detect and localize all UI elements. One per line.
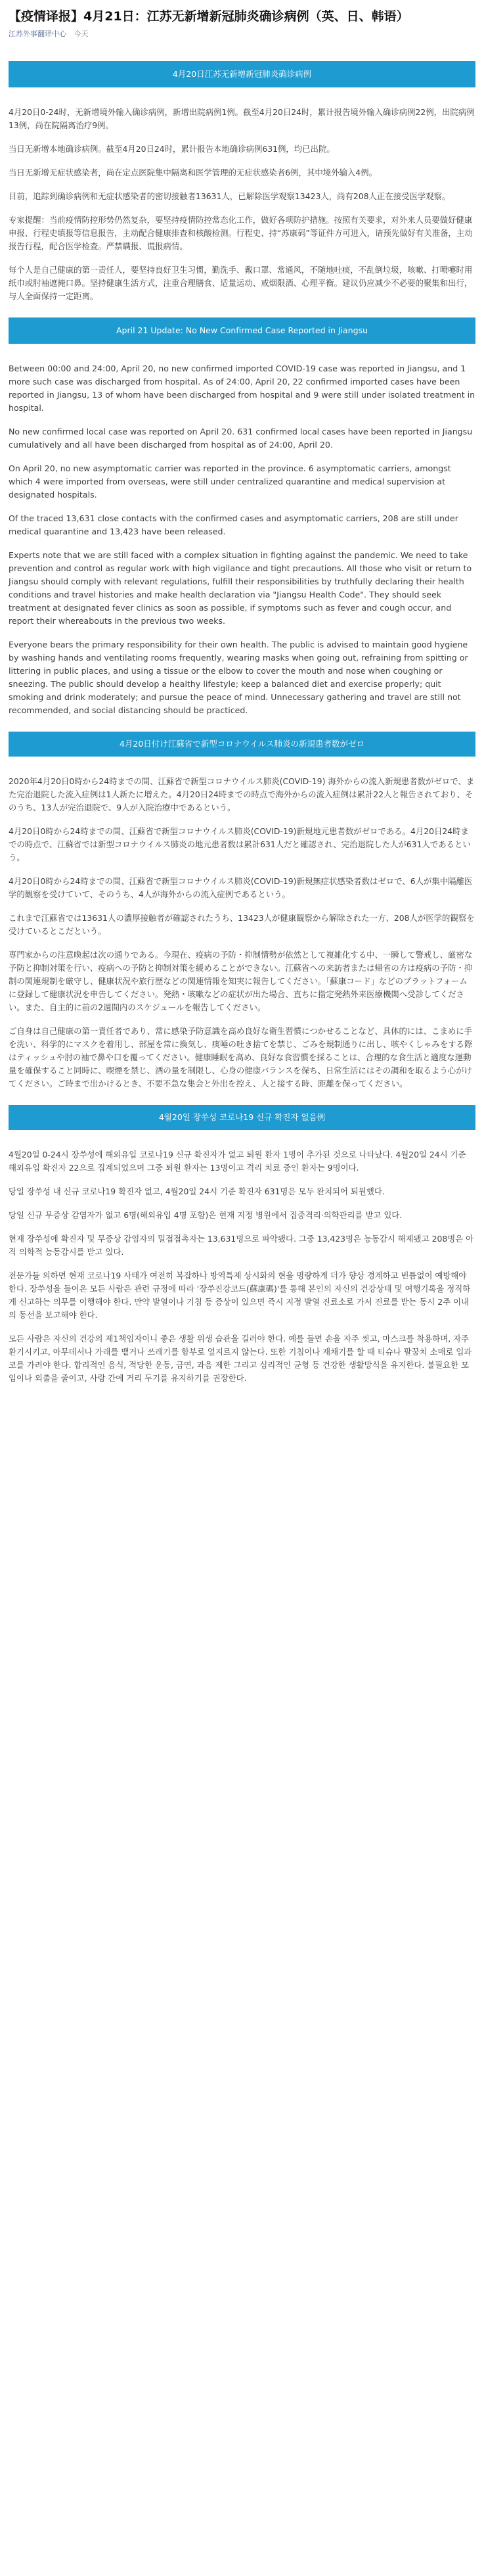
section-english: [9, 317, 475, 717]
paragraph: 当日无新增无症状感染者，尚在定点医院集中隔离和医学管理的无症状感染者6例，其中境外输入4例。: [9, 168, 377, 177]
section-japanese: [9, 732, 475, 1090]
paragraph: 전문가들 의하면 현재 코로나19 사태가 여전히 복잡하나 방역특제 상시화의 현을 명량하게 더가 향상 경계하고 빈틈없이 예방해야 한다. 장쑤성을 들어온 모든 사람은 관련 규정에 따라 '장쑤진강코드(蘇康碼)'를 통해 본인의 자신의 건강상태 및 여행기록을 정직하게 신고하는 의무를 이행해야 한다. 만약 발열이나 기침 등 증상이 있으면 즉시 지정 발열 진료소로 가서 진료를 받는 동시 2주 이내의 동선을 보고해야 한다.: [9, 1271, 471, 1320]
paragraph: Between 00:00 and 24:00, April 20, no new confirmed imported COVID-19 case was reported in Jiangsu, and 1 more such case was discharged from hospital. As of 24:00, April 20, 22 confirmed imported cases have been reported in Jiangsu, 13 of whom have been discharged from hospital and 9 were still under isolated treatment in hospital.: [9, 363, 475, 413]
paragraph: 4月20日0時から24時までの間、江蘇省で新型コロナウイルス肺炎(COVID-19)新規無症状感染者数はゼロで、6人が集中隔離医学的観察を受けていて、そのうち、4人が海外からの流入症例であるという。: [9, 876, 473, 899]
paragraph: ご自身は自己健康の第一責任者であり、常に感染予防意識を高め良好な衛生習慣につかせることなど、具体的には、こまめに手を洗い、科学的にマスクを着用し、部屋を常に換気し、痰唾の吐き捨てを禁じ、ごみを規制通りに出し、咳やくしゃみをする際はティッシュや肘の袖で鼻や口を覆ってください。健康睡眠を高め、良好な食習慣を採ることは、合理的な食生活と適度な運動量を確保すること同時に、喫煙を禁じ、酒の量を制限し、心身の健康バランスを保ち、日常生活にはその調和を取るよう心がけてください。ご時まで出かけるとき、不要不急な集会と外出を控え、人と接する時、距離を保ってください。: [9, 1026, 473, 1089]
paragraph: 4月20日0時から24時までの間、江蘇省で新型コロナウイルス肺炎(COVID-19)新規地元患者数がゼロである。4月20日24時までの時点で、江蘇省では新型コロナウイルス肺炎の地元患者数は累計631人だと確認され、完治退院した人が631人であるという。: [9, 826, 471, 862]
section-banner-ko: 4월20일 장쑤성 코로나19 신규 확진자 없음例: [9, 1105, 475, 1130]
author-link[interactable]: 江苏外事翻译中心: [9, 30, 66, 38]
paragraph: Of the traced 13,631 close contacts with the confirmed cases and asymptomatic carriers, 208 are still under medical quarantine and 13,423 have been released.: [9, 513, 458, 536]
publish-time: 今天: [74, 30, 89, 38]
paragraph: No new confirmed local case was reported on April 20. 631 confirmed local cases have been reported in Jiangsu cumulatively and all have been discharged from hospital as of 24:00, April 20.: [9, 427, 473, 450]
paragraph: これまで江蘇省では13631人の濃厚接触者が確認されたうち、13423人が健康観察から解除された一方、208人が医学的観察を受けているとこだという。: [9, 913, 475, 936]
article-meta: [9, 28, 475, 39]
section-chinese: [9, 61, 475, 303]
section-korean: [9, 1105, 475, 1385]
paragraph: 当日无新增本地确诊病例。截至4月20日24时，累计报告本地确诊病例631例，均已出院。: [9, 144, 335, 154]
paragraph: 専門家からの注意喚起は次の通りである。今現在、疫病の予防・抑制情勢が依然として複雑化する中、一瞬して警戒し、厳密な予防と抑制対策を行い、疫病への予防と抑制対策を緩めることができない。江蘇省への来訪者または帰省の方は疫病の予防・抑制の関連規制を厳守し、健康状況や旅行歴などの関連情報を知実に報告してください。「蘇康コード」などのプラットフォームに登録して健康状況を申告してください。発熱・咳嗽などの症状が出た場合、直ちに指定発熱外来医療機関へ受診してください。また、自主的に前の2週間内のスケジュールを報告してください。: [9, 950, 473, 1012]
paragraph: 专家提醒：当前疫情防控形势仍然复杂，要坚持疫情防控常态化工作，做好各项防护措施。按照有关要求，对外来人员要做好健康申报、行程史填报等信息报告，主动配合健康排查和核酸检测。行程史、持“苏康码”等证件方可进入，请预先做好有关准备，主动报告行程，配合医学检查。严禁瞒报、谎报病情。: [9, 215, 473, 251]
paragraph: 4월20일 0-24시 장쑤성에 해외유입 코로나19 신규 확진자가 없고 퇴원 환자 1명이 추가된 것으로 나타났다. 4월20일 24시 기준 해외유입 확진자 22으로 집계되었으며 그중 퇴원 환자는 13명이고 격리 치료 중인 환자는 9명이다.: [9, 1150, 466, 1173]
section-banner-ja: 4月20日付け江蘇省で新型コロナウイルス肺炎の新規患者数がゼロ: [9, 732, 475, 757]
paragraph: 2020年4月20日0時から24時までの間、江蘇省で新型コロナウイルス肺炎(COVID-19) 海外からの流入新規患者数がゼロで、また完治退院した流入症例は1人新たに増えた。4月20日24時までの時点で海外からの流入症例は累計22人と報告されており、そのうち、13人が完治退院で、9人が入院治療中であるという。: [9, 776, 475, 812]
article-title: 【疫情译报】4月21日：江苏无新增新冠肺炎确诊病例（英、日、韩语）: [9, 9, 409, 24]
paragraph: 目前，追踪到确诊病例和无症状感染者的密切接触者13631人，已解除医学观察13423人，尚有208人正在接受医学观察。: [9, 191, 451, 201]
paragraph: Experts note that we are still faced with a complex situation in fighting against the pandemic. We need to take prevention and control as regular work with high vigilance and tight precautions. All those who visit or return to Jiangsu should comply with relevant regulations, fulfill their responsibilities by truthfully declaring their health conditions and travel histories and make health declaration via "Jiangsu Health Code". They should seek treatment at designated fever clinics as soon as possible, if symptoms such as fever and cough occur, and report their whereabouts in the previous two weeks.: [9, 550, 472, 626]
paragraph: Everyone bears the primary responsibility for their own health. The public is advised to maintain good hygiene by washing hands and ventilating rooms frequently, wearing masks when going out, refraining from spitting or littering in public places, and using a tissue or the elbow to cover the mouth and nose when coughing or sneezing. The public should develop a healthy lifestyle; keep a balanced diet and exercise properly; quit smoking and drink moderately; and pursue the peace of mind. Unnecessary gathering and travel are still not recommended, and social distancing should be practiced.: [9, 640, 468, 715]
paragraph: On April 20, no new asymptomatic carrier was reported in the province. 6 asymptomatic carriers, amongst which 4 were imported from overseas, were still under centralized quarantine and medical supervision at designated hospitals.: [9, 463, 451, 500]
paragraph: 현재 장쑤성에 확진자 및 무증상 감염자의 밀접접촉자는 13,631명으로 파악됐다. 그중 13,423명은 능동감시 해제됐고 208명은 아직 의학적 능동감시를 받고 있다.: [9, 1234, 474, 1257]
paragraph: 每个人是自己健康的第一责任人，要坚持良好卫生习惯，勤洗手、戴口罩、常通风，不随地吐痰，不乱倒垃圾，咳嗽、打喷嚏时用纸巾或肘袖遮掩口鼻。坚持健康生活方式，注重合理膳食、适量运动、戒烟限酒、心理平衡。建议仍应减少不必要的聚集和出行，与人全面保持一定距离。: [9, 265, 473, 301]
paragraph: 모든 사람은 자신의 건강의 제1책임자이니 좋은 생활 위생 습관을 길러야 한다. 예를 들면 손을 자주 씻고, 마스크를 착용하며, 자주 환기시키고, 아무데서나 가래를 뱉거나 쓰레기를 함부로 엎지르지 않는다. 또한 기침이나 재채기를 할 때 티슈나 팔꿈치 소매로 입과 코를 가려야 한다. 합리적인 음식, 적당한 운동, 금연, 과음 제한 그리고 심리적인 균형 등 건강한 생활방식을 유지한다. 불필요한 모임이나 외출을 줄이고, 사람 간에 거리 두기를 유지하기를 권장한다.: [9, 1334, 472, 1383]
section-banner-en: April 21 Update: No New Confirmed Case Reported in Jiangsu: [9, 317, 475, 344]
paragraph: 당일 신규 무증상 감염자가 없고 6명(해외유입 4명 포함)은 현재 지정 병원에서 집중격리·의학관리를 받고 있다.: [9, 1210, 403, 1220]
paragraph: 당일 장쑤성 내 신규 코로나19 확진자 없고, 4월20일 24시 기준 확진자 631명은 모두 완치되어 퇴원했다.: [9, 1186, 385, 1196]
section-banner-zh: 4月20日江苏无新增新冠肺炎确诊病例: [9, 61, 475, 87]
paragraph: 4月20日0-24时，无新增境外输入确诊病例，新增出院病例1例。截至4月20日24时，累计报告境外输入确诊病例22例，出院病例13例，尚在院隔离治疗9例。: [9, 107, 475, 130]
